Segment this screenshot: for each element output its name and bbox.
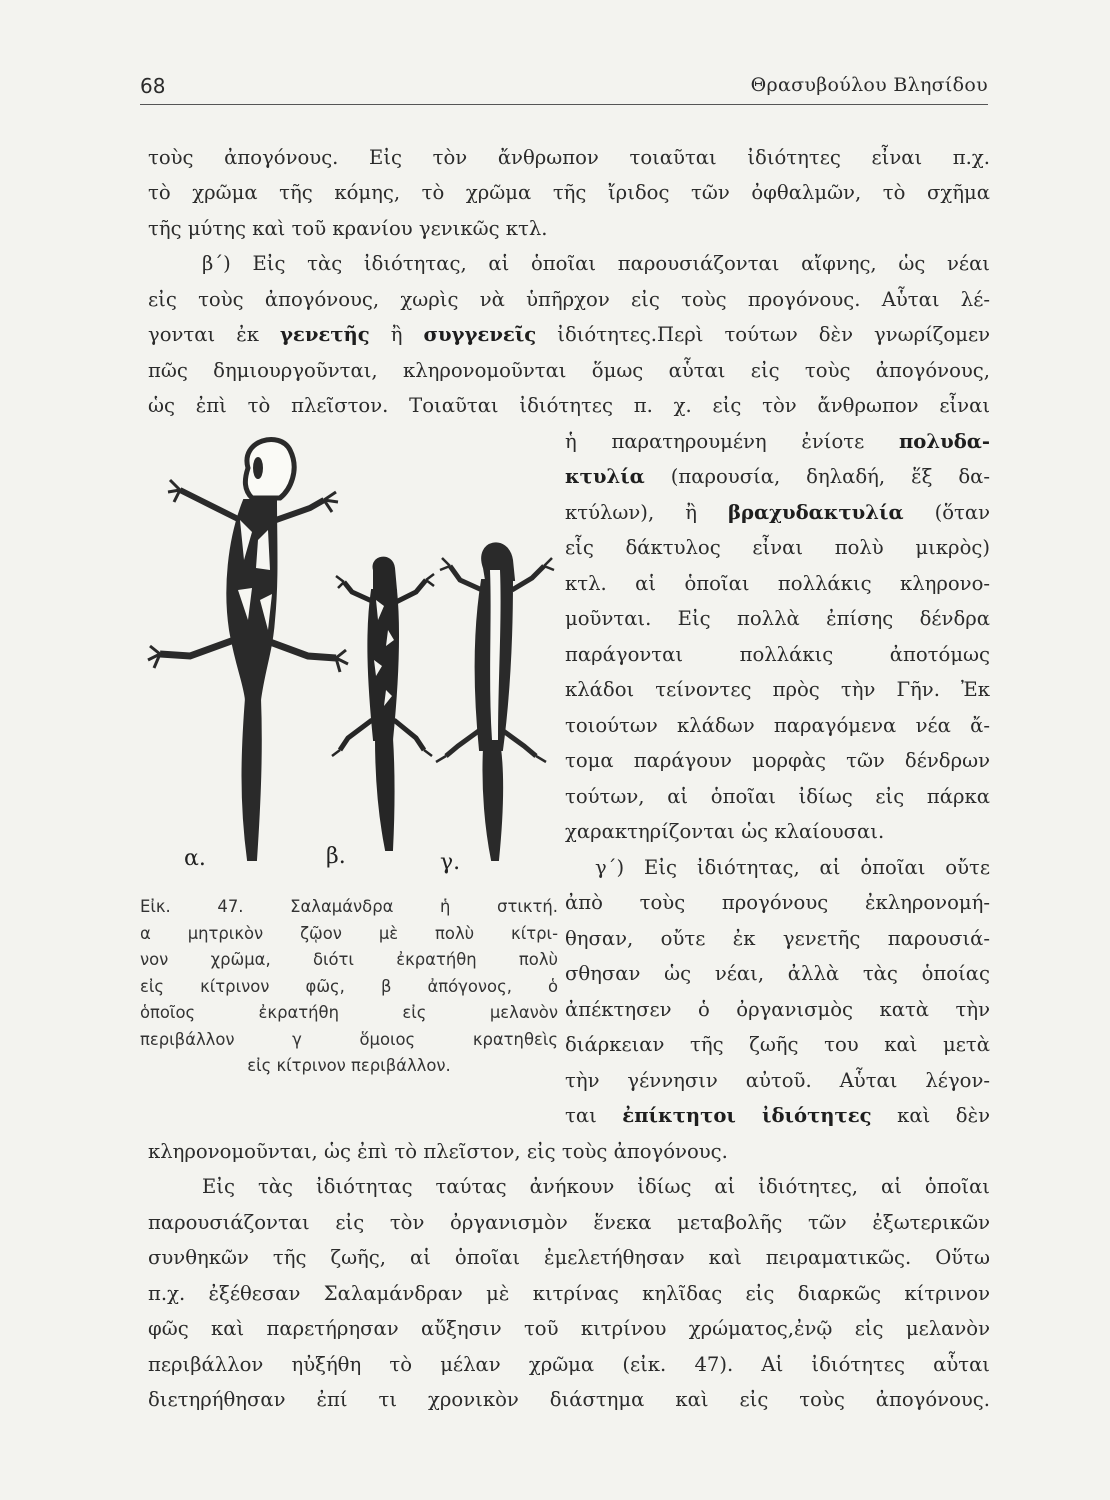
- figure-caption-line: εἰς κίτρινον περιβάλλον.: [247, 1056, 451, 1075]
- body-line: [565, 497, 990, 529]
- body-line: ἀπέκτησεν ὁ ὀργανισμὸς κατὰ τὴν: [565, 998, 990, 1021]
- salamander-illustration: [140, 420, 560, 900]
- body-line: [565, 461, 990, 493]
- bold-term-congenital: γενετῆς: [279, 323, 370, 346]
- body-line: κλάδοι τείνοντες πρὸς τὴν Γῆν. Ἐκ: [565, 678, 990, 701]
- body-line: [565, 426, 990, 458]
- figure-caption-line: περιβάλλον γ ὅμοιος κρατηθεὶς: [140, 1030, 558, 1049]
- bold-term-acquired-traits: ἐπίκτητοι ἰδιότητες: [622, 1104, 872, 1127]
- text-run: (ὅταν: [903, 501, 990, 524]
- body-line: γ΄) Εἰς ἰδιότητας, αἱ ὁποῖαι οὔτε: [595, 856, 990, 879]
- body-line: τὸ χρῶμα τῆς κόμης, τὸ χρῶμα τῆς ἴριδος τῶν ὀφθαλμῶν, τὸ σχῆμα: [148, 181, 990, 204]
- body-line: τομα παράγουν μορφὰς τῶν δένδρων: [565, 749, 990, 772]
- text-run: ται: [565, 1104, 623, 1127]
- figure-caption-line: α μητρικὸν ζῷον μὲ πολὺ κίτρι-: [140, 924, 558, 943]
- body-line: Εἰς τὰς ἰδιότητας ταύτας ἀνήκουν ἰδίως αἱ ἰδιότητες, αἱ ὁποῖαι: [202, 1175, 990, 1198]
- body-line: παρουσιάζονται εἰς τὸν ὀργανισμὸν ἕνεκα μεταβολῆς τῶν ἐξωτερικῶν: [148, 1211, 990, 1234]
- salamander-c-drawing: [436, 543, 554, 860]
- body-line: σθησαν ὡς νέαι, ἀλλὰ τὰς ὁποίας: [565, 962, 990, 985]
- salamander-figure: [140, 420, 560, 900]
- figure-label-c: γ.: [440, 850, 461, 875]
- text-run: ἢ: [369, 323, 424, 346]
- figure-caption-line: ὁποῖος ἐκρατήθη εἰς μελανὸν: [140, 1003, 558, 1022]
- body-line: κληρονομοῦνται, ὡς ἐπὶ τὸ πλεῖστον, εἰς τοὺς ἀπογόνους.: [148, 1140, 728, 1163]
- salamander-b-drawing: [332, 558, 434, 850]
- body-line: θησαν, οὔτε ἐκ γενετῆς παρουσιά-: [565, 927, 990, 950]
- body-line: παράγονται πολλάκις ἀποτόμως: [565, 643, 990, 666]
- body-line: β΄) Εἰς τὰς ἰδιότητας, αἱ ὁποῖαι παρουσιάζονται αἴφνης, ὡς νέαι: [202, 252, 990, 275]
- bold-term-brachydactyly: βραχυδακτυλία: [728, 501, 904, 524]
- bold-term-polydactyly-end: κτυλία: [565, 465, 645, 488]
- running-header: [140, 70, 988, 105]
- body-line: μοῦνται. Εἰς πολλὰ ἐπίσης δένδρα: [565, 607, 990, 630]
- author-running-title: Θρασυβούλου Βλησίδου: [750, 74, 988, 96]
- body-line: εἷς δάκτυλος εἶναι πολὺ μικρὸς): [565, 536, 990, 559]
- body-line: ὡς ἐπὶ τὸ πλεῖστον. Τοιαῦται ἰδιότητες π. χ. εἰς τὸν ἄνθρωπον εἶναι: [148, 394, 990, 417]
- figure-label-a: α.: [184, 846, 206, 871]
- text-run: γονται ἐκ: [148, 323, 280, 346]
- figure-caption-line: νον χρῶμα, διότι ἐκρατήθη πολὺ: [140, 950, 558, 969]
- body-line: διάρκειαν τῆς ζωῆς του καὶ μετὰ: [565, 1033, 990, 1056]
- body-line: φῶς καὶ παρετήρησαν αὔξησιν τοῦ κιτρίνου χρώματος,ἐνῷ εἰς μελανὸν: [148, 1317, 990, 1340]
- bold-term-innate: συγγενεῖς: [423, 323, 537, 346]
- body-line: ἀπὸ τοὺς προγόνους ἐκληρονομή-: [565, 891, 990, 914]
- body-line: εἰς τοὺς ἀπογόνους, χωρὶς νὰ ὑπῆρχον εἰς τοὺς προγόνους. Αὗται λέ-: [148, 288, 990, 311]
- body-line: συνθηκῶν τῆς ζωῆς, αἱ ὁποῖαι ἐμελετήθησαν καὶ πειραματικῶς. Οὕτω: [148, 1246, 990, 1269]
- text-run: καὶ δὲν: [871, 1104, 990, 1127]
- body-line: τοὺς ἀπογόνους. Εἰς τὸν ἄνθρωπον τοιαῦται ἰδιότητες εἶναι π.χ.: [148, 146, 990, 169]
- body-line: περιβάλλον ηὐξήθη τὸ μέλαν χρῶμα (εἰκ. 47). Αἱ ἰδιότητες αὗται: [148, 1353, 990, 1376]
- body-line: διετηρήθησαν ἐπί τι χρονικὸν διάστημα καὶ εἰς τοὺς ἀπογόνους.: [148, 1388, 990, 1411]
- text-run: ἰδιότητες.Περὶ τούτων δὲν γνωρίζομεν: [536, 323, 990, 346]
- body-line: τούτων, αἱ ὁποῖαι ἰδίως εἰς πάρκα: [565, 785, 990, 808]
- salamander-a-drawing: [148, 440, 348, 860]
- body-line: [148, 319, 990, 351]
- body-line: [565, 1100, 990, 1132]
- body-line: π.χ. ἐξέθεσαν Σαλαμάνδραν μὲ κιτρίνας κηλῖδας εἰς διαρκῶς κίτρινον: [148, 1282, 990, 1305]
- body-line: τοιούτων κλάδων παραγόμενα νέα ἄ-: [565, 714, 990, 737]
- figure-caption-line: εἰς κίτρινον φῶς, β ἀπόγονος, ὁ: [140, 977, 558, 996]
- body-line: τὴν γέννησιν αὐτοῦ. Αὗται λέγον-: [565, 1069, 990, 1092]
- body-line: χαρακτηρίζονται ὡς κλαίουσαι.: [565, 820, 885, 843]
- page-number: 68: [140, 74, 166, 98]
- body-line: πῶς δημιουργοῦνται, κληρονομοῦνται ὅμως αὗται εἰς τοὺς ἀπογόνους,: [148, 359, 990, 382]
- text-run: (παρουσία, δηλαδή, ἕξ δα-: [644, 465, 990, 488]
- body-line: τῆς μύτης καὶ τοῦ κρανίου γενικῶς κτλ.: [148, 217, 548, 240]
- bold-term-polydactyly: πολυδα-: [898, 430, 990, 453]
- text-run: ἡ παρατηρουμένη ἐνίοτε: [565, 430, 899, 453]
- body-line: κτλ. αἱ ὁποῖαι πολλάκις κληρονο-: [565, 572, 990, 595]
- text-run: κτύλων), ἢ: [565, 501, 729, 524]
- figure-caption-line: Εἰκ. 47. Σαλαμάνδρα ἡ στικτή.: [140, 897, 558, 916]
- figure-label-b: β.: [326, 844, 346, 869]
